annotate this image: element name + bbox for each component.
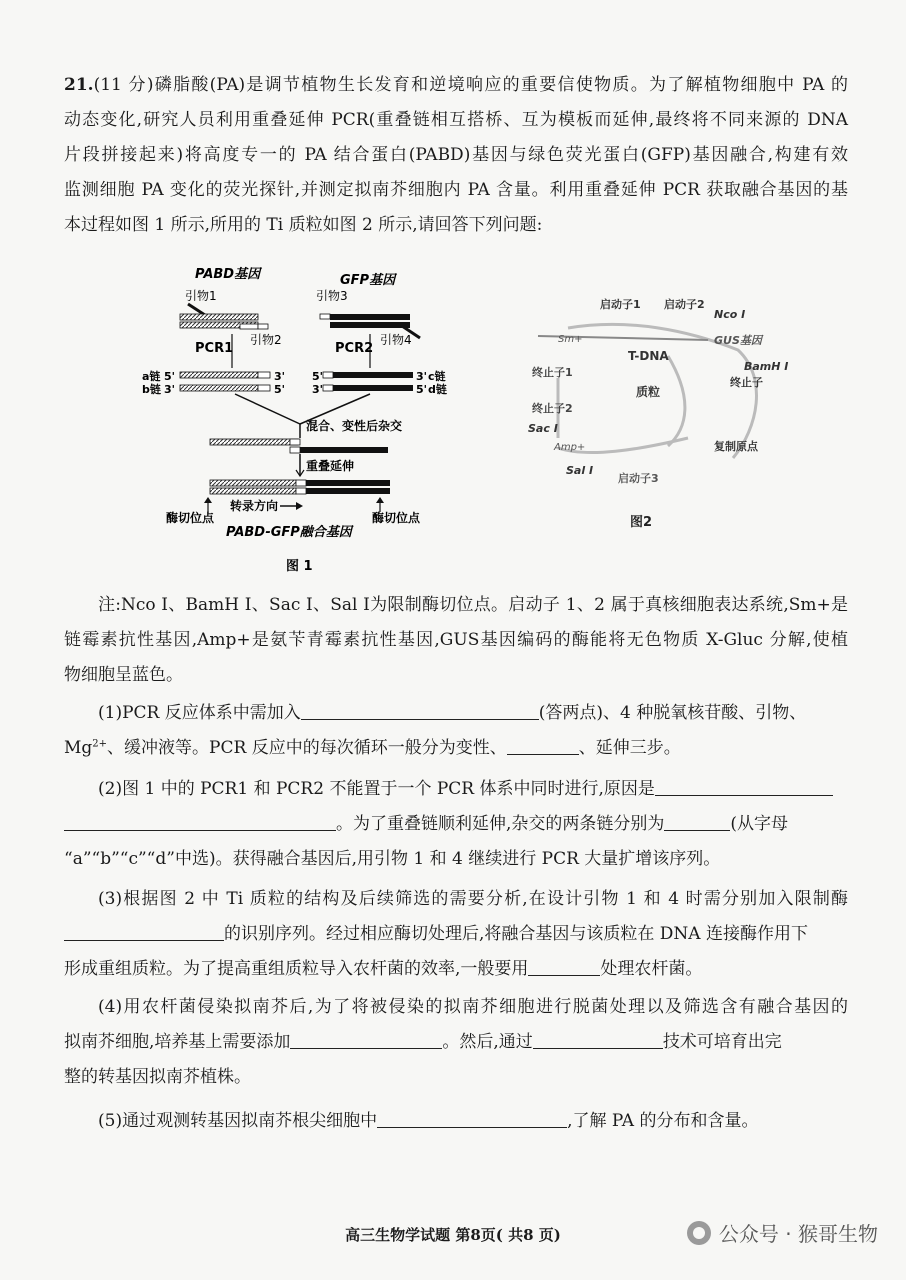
intro-line-4: 监测细胞 PA 变化的荧光探针,并测定拟南芥细胞内 PA 含量。利用重叠延伸 PCR 获取融合基因的基: [64, 180, 848, 200]
a-chain-5prime: 5': [164, 370, 176, 383]
q5-text-a: (5)通过观测转基因拟南芥根尖细胞中: [98, 1111, 378, 1131]
c-chain: [333, 372, 413, 378]
q3-answer-blank-2[interactable]: [528, 955, 600, 976]
q1-text-mg: Mg: [64, 738, 93, 758]
primer2-label: 引物2: [250, 333, 282, 347]
mix-step-label: 混合、变性后杂交: [306, 419, 403, 433]
intro-line-3: 片段拼接起来)将高度专一的 PA 结合蛋白(PABD)基因与绿色荧光蛋白(GFP)基因融合,构建有效: [64, 145, 848, 165]
pabd-template: [180, 304, 268, 329]
figure-2-caption: 图2: [630, 515, 653, 530]
q4-text-e: 整的转基因拟南芥植株。: [64, 1067, 251, 1087]
q1-text-a: (1)PCR 反应体系中需加入: [98, 703, 301, 723]
fusion-gene-label: PABD-GFP融合基因: [226, 525, 352, 540]
terminator2-label: 终止子2: [532, 402, 573, 415]
c-chain-5prime: 5': [312, 370, 324, 383]
sal-label: Sal I: [566, 464, 594, 477]
q4-text-d: 技术可培育出完: [662, 1032, 782, 1052]
q3-text-a: (3)根据图 2 中 Ti 质粒的结构及后续筛选的需要分析,在设计引物 1 和 4 时需分别加入限制酶: [98, 889, 848, 909]
question-1: [64, 696, 848, 766]
q1-text-e: 、延伸三步。: [578, 738, 681, 758]
intro-line-1: (11 分)磷脂酸(PA)是调节植物生长发育和逆境响应的重要信使物质。为了解植物细胞中 PA 的: [93, 75, 848, 95]
q4-answer-blank-1[interactable]: [290, 1028, 442, 1049]
q3-text-b: 的识别序列。经过相应酶切处理后,将融合基因与该质粒在 DNA 连接酶作用下: [224, 924, 808, 944]
q2-text-a: (2)图 1 中的 PCR1 和 PCR2 不能置于一个 PCR 体系中同时进行,原因是: [98, 779, 655, 799]
amp-gene-label: Amp+: [554, 442, 586, 453]
q1-text-d: 、缓冲液等。PCR 反应中的每次循环一般分为变性、: [107, 738, 507, 758]
question-4: [64, 990, 848, 1095]
terminator1-label: 终止子1: [532, 366, 573, 379]
c-chain-label: c链: [428, 370, 446, 383]
primer3-label: 引物3: [316, 289, 348, 303]
q5-text-b: ,了解 PA 的分布和含量。: [567, 1111, 759, 1131]
hybrid-bottom: [300, 447, 388, 453]
q1-answer-blank-2[interactable]: [507, 734, 579, 755]
gus-gene-label: GUS基因: [714, 334, 762, 347]
d-chain-5prime: 5': [416, 383, 428, 396]
question-3: [64, 882, 848, 987]
note-line-1: 注:Nco Ⅰ、BamH Ⅰ、Sac Ⅰ、Sal Ⅰ为限制酶切位点。启动子 1、2 属于真核细胞表达系统,Sm+是: [98, 595, 848, 615]
watermark-text: 公众号 · 猴哥生物: [718, 1222, 878, 1246]
question-5: [64, 1104, 848, 1139]
note-line-3: 物细胞呈蓝色。: [64, 665, 183, 685]
b-chain-3prime: 3': [164, 383, 176, 396]
primer1-label: 引物1: [185, 289, 217, 303]
c-chain-3prime: 3': [416, 370, 428, 383]
plasmid-label: 质粒: [636, 385, 661, 399]
cut-site-left: 酶切位点: [166, 511, 215, 525]
origin-label: 复制原点: [714, 440, 758, 453]
pabd-gene-label: PABD基因: [195, 267, 261, 282]
q2-text-c: (从字母: [730, 814, 789, 834]
q2-answer-blank-1[interactable]: [655, 775, 833, 796]
q5-answer-blank[interactable]: [377, 1107, 567, 1128]
q2-text-d: “a”“b”“c”“d”中选)。获得融合基因后,用引物 1 和 4 继续进行 PCR 大量扩增该序列。: [64, 849, 721, 869]
d-chain-3prime: 3': [312, 383, 324, 396]
primer4-label: 引物4: [380, 333, 412, 347]
q3-answer-blank-1[interactable]: [64, 920, 224, 941]
promoter3-label: 启动子3: [618, 472, 659, 485]
overlap-step-label: 重叠延伸: [306, 459, 355, 473]
figure-note: [64, 588, 848, 693]
question-number: 21.: [64, 75, 94, 95]
q3-text-c: 形成重组质粒。为了提高重组质粒导入农杆菌的效率,一般要用: [64, 959, 529, 979]
watermark: [687, 1218, 878, 1247]
wechat-icon: [687, 1221, 711, 1245]
bamh-label: BamH I: [744, 360, 789, 373]
q2-answer-blank-1-cont[interactable]: [64, 810, 336, 831]
sm-gene-label: Sm+: [558, 334, 583, 345]
q2-answer-blank-2[interactable]: [664, 810, 730, 831]
promoter2-label: 启动子2: [664, 298, 705, 311]
q1-mg-superscript: 2+: [92, 738, 108, 750]
figure-1-caption: 图 1: [286, 559, 313, 574]
fusion-gene: [210, 480, 390, 494]
figure-2: [518, 288, 808, 536]
intro-line-2: 动态变化,研究人员利用重叠延伸 PCR(重叠链相互搭桥、互为模板而延伸,最终将不同来源的 DNA: [64, 110, 848, 130]
gfp-gene-label: GFP基因: [340, 273, 396, 288]
figure-1: [140, 262, 470, 580]
q4-text-b: 拟南芥细胞,培养基上需要添加: [64, 1032, 291, 1052]
hybrid-top: [210, 439, 298, 445]
pcr2-label: PCR2: [335, 341, 374, 356]
q3-text-d: 处理农杆菌。: [600, 959, 703, 979]
promoter1-label: 启动子1: [600, 298, 641, 311]
q4-answer-blank-2[interactable]: [533, 1028, 663, 1049]
a-chain-label: a链: [142, 370, 161, 383]
q4-text-c: 。然后,通过: [442, 1032, 533, 1052]
sac-label: Sac I: [528, 422, 558, 435]
question-2: [64, 772, 848, 877]
tdna-label: T-DNA: [628, 349, 669, 363]
q1-text-b: (答两点)、4 种脱氧核苷酸、引物、: [538, 703, 807, 723]
q4-text-a: (4)用农杆菌侵染拟南芥后,为了将被侵染的拟南芥细胞进行脱菌处理以及筛选含有融合基因的: [98, 997, 848, 1017]
b-chain-label: b链: [142, 383, 161, 396]
a-chain: [180, 372, 258, 378]
d-chain-label: d链: [428, 383, 447, 396]
note-line-2: 链霉素抗性基因,Amp+是氨苄青霉素抗性基因,GUS基因编码的酶能将无色物质 X-Gluc 分解,使植: [64, 630, 848, 650]
page-footer: 高三生物学试题 第8页( 共8 页): [345, 1226, 561, 1244]
transcription-direction-label: 转录方向: [230, 499, 279, 513]
cut-site-right: 酶切位点: [372, 511, 421, 525]
intro-line-5: 本过程如图 1 所示,所用的 Ti 质粒如图 2 所示,请回答下列问题:: [64, 215, 543, 235]
q1-answer-blank-1[interactable]: [301, 699, 539, 720]
a-chain-3prime: 3': [274, 370, 286, 383]
question-intro: [64, 68, 848, 243]
nco-label: Nco I: [714, 308, 746, 321]
terminator-right-label: 终止子: [730, 376, 763, 389]
d-chain: [333, 385, 413, 391]
b-chain-5prime: 5': [274, 383, 286, 396]
pcr1-label: PCR1: [195, 341, 234, 356]
b-chain: [180, 385, 258, 391]
q2-text-b: 。为了重叠链顺利延伸,杂交的两条链分别为: [336, 814, 665, 834]
